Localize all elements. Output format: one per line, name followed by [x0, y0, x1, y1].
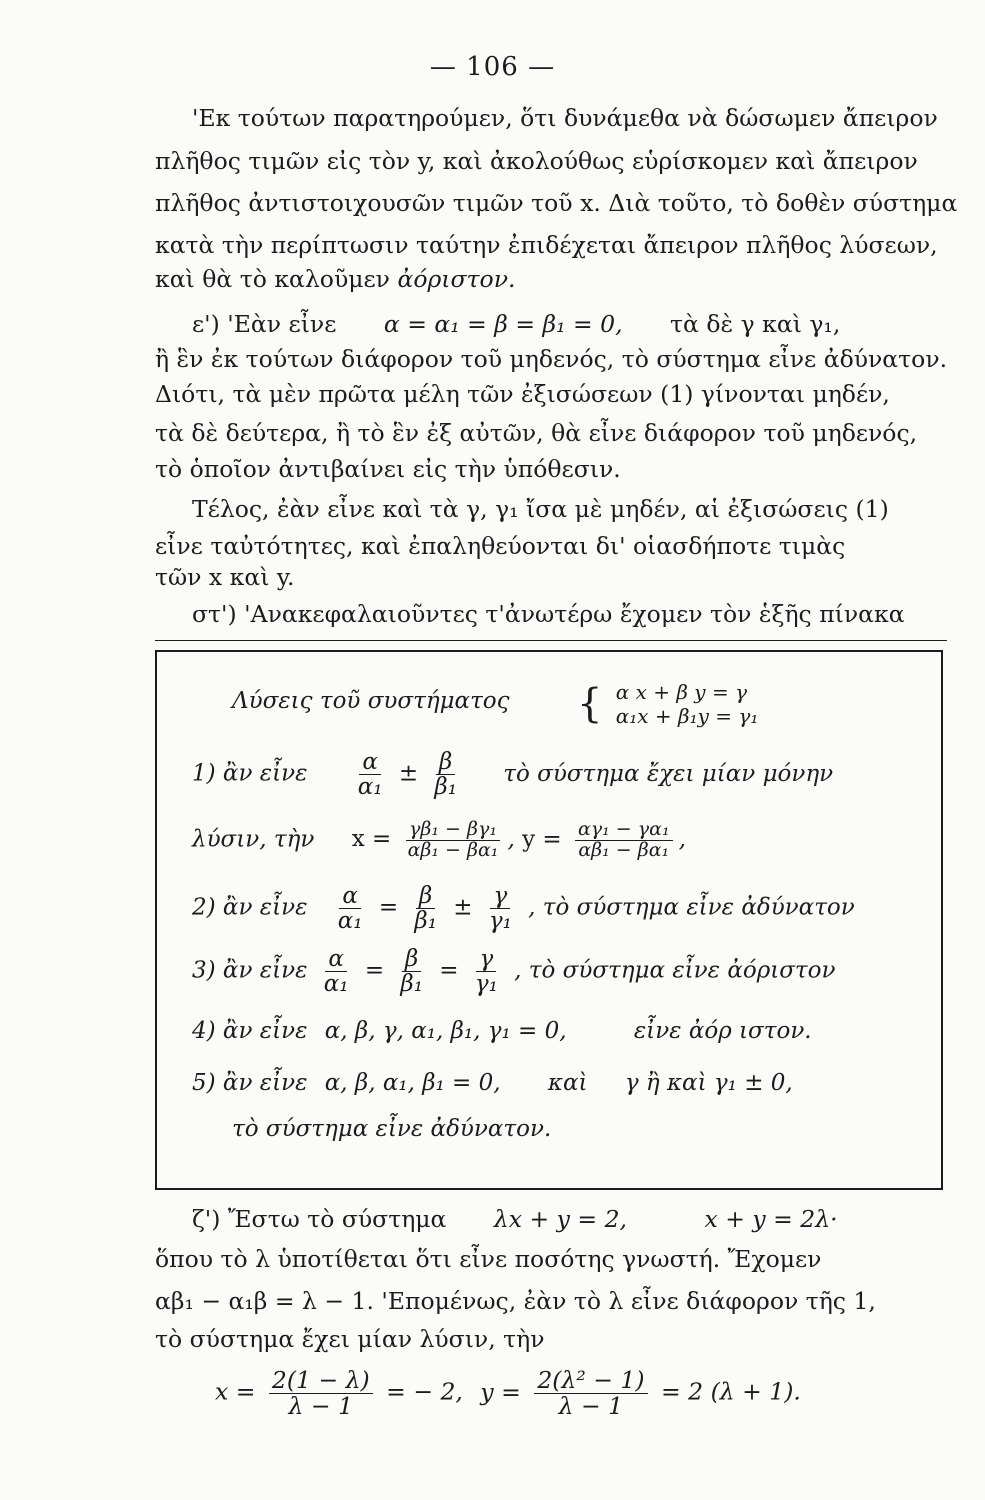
text-line: αβ₁ − α₁β = λ − 1. 'Επομένως, ἐὰν τὸ λ εἶνε διάφορον τῆς 1,: [155, 1287, 876, 1315]
system-eq-2: α₁x + β₁y = γ₁: [615, 704, 759, 728]
row-text: , τὸ σύστημα εἶνε ἀδύνατον: [528, 894, 855, 921]
row-label: 1) ἂν εἶνε: [192, 760, 308, 787]
x-label: x =: [215, 1377, 256, 1406]
divider: [155, 640, 947, 641]
numerator: α: [359, 750, 381, 775]
text-line: τὰ δὲ δεύτερα, ἢ τὸ ἓν ἐξ αὐτῶν, θὰ εἶνε διάφορον τοῦ μηδενός,: [155, 419, 918, 447]
case-z-label: ζ') Ἔστω τὸ σύστημα: [192, 1205, 447, 1233]
fraction: [335, 884, 366, 933]
fraction: [411, 884, 440, 933]
numerator: 2(1 − λ): [269, 1368, 373, 1394]
row-text: καὶ: [547, 1070, 588, 1096]
fraction: [321, 947, 352, 996]
fraction: [397, 947, 426, 996]
table-row-2: [192, 884, 855, 933]
numerator: β: [416, 884, 435, 909]
operator: ±: [453, 894, 473, 921]
case-e-condition: α = α₁ = β = β₁ = 0,: [383, 310, 623, 338]
text-line: ὅπου τὸ λ ὑποτίθεται ὅτι εἶνε ποσότης γνωστή. Ἔχομεν: [155, 1245, 822, 1273]
row-condition: α, β, γ, α₁, β₁, γ₁ = 0,: [324, 1018, 567, 1044]
denominator: α₁: [357, 774, 383, 801]
denominator: β₁: [414, 908, 437, 935]
text-line: [155, 265, 955, 293]
denominator: β₁: [400, 971, 423, 998]
row-condition: α, β, α₁, β₁ = 0,: [324, 1070, 501, 1096]
case-st-heading: στ') 'Ανακεφαλαιοῦντες τ'ἀνωτέρω ἔχομεν τὸν ἑξῆς πίνακα: [192, 600, 905, 628]
row-text: εἶνε ἀόρ ιστον.: [633, 1018, 812, 1044]
y-label: y =: [522, 826, 562, 853]
denominator: β₁: [434, 774, 457, 801]
case-e-label: ε') 'Εὰν εἶνε: [192, 310, 337, 338]
table-system: [577, 680, 758, 728]
table-row-5: [192, 1072, 793, 1095]
numerator: 2(λ² − 1): [534, 1368, 647, 1394]
text-fragment: καὶ θὰ τὸ καλοῦμεν: [155, 265, 390, 293]
text-line: 'Εκ τούτων παρατηρούμεν, ὅτι δυνάμεθα νὰ δώσωμεν ἄπειρον: [192, 104, 938, 132]
row-label: 4) ἂν εἶνε: [192, 1018, 308, 1044]
numerator: γ: [476, 947, 496, 972]
numerator: α: [325, 947, 347, 972]
table-row-1b: λύσιν, τὴν x = $\frac{\text{γβ₁ − βγ₁}}{\text{αβ₁ − βα₁}}$ , y = $\frac{\text{αγ₁ − γα₁}}{\text{αβ₁ − βα₁}}$ ,: [192, 818, 686, 861]
table-row-4: [192, 1020, 812, 1043]
text-line: τῶν x καὶ y.: [155, 563, 295, 591]
text-line: πλῆθος ἀντιστοιχουσῶν τιμῶν τοῦ x. Διὰ τοῦτο, τὸ δοθὲν σύστημα: [155, 189, 958, 217]
denominator: γ₁: [474, 971, 498, 998]
table-row-5b: τὸ σύστημα εἶνε ἀδύνατον.: [232, 1116, 552, 1142]
denominator: α₁: [323, 971, 349, 998]
operator: ±: [398, 760, 419, 787]
row-text: , τὸ σύστημα εἶνε ἀόριστον: [514, 957, 836, 984]
row-label: 3) ἂν εἶνε: [192, 957, 308, 984]
denominator: αβ₁ − βα₁: [578, 838, 670, 861]
brace-icon: {: [577, 681, 603, 727]
text-line: τὸ σύστημα ἔχει μίαν λύσιν, τὴν: [155, 1325, 545, 1353]
denominator: γ₁: [488, 908, 512, 935]
numerator: αγ₁ − γα₁: [575, 820, 673, 841]
denominator: λ − 1: [558, 1391, 624, 1420]
numerator: β: [402, 947, 421, 972]
equation: x + y = 2λ·: [704, 1205, 838, 1233]
text-line: ἢ ἓν ἐκ τούτων διάφορον τοῦ μηδενός, τὸ σύστημα εἶνε ἀδύνατον.: [155, 345, 948, 373]
equation: λx + y = 2,: [493, 1205, 628, 1233]
denominator: α₁: [337, 908, 363, 935]
text-line: Διότι, τὰ μὲν πρῶτα μέλη τῶν ἐξισώσεων (1) γίνονται μηδέν,: [155, 380, 890, 408]
case-e-heading: [192, 310, 985, 338]
page-number: — 106 —: [429, 52, 556, 82]
operator: =: [364, 957, 385, 984]
fraction: [575, 820, 673, 861]
equation: = − 2,: [386, 1377, 463, 1406]
text-line: τὸ ὁποῖον ἀντιβαίνει εἰς τὴν ὑπόθεσιν.: [155, 455, 621, 483]
term-aoriston: ἀόριστον.: [397, 265, 516, 293]
case-e-tail: τὰ δὲ γ καὶ γ₁,: [670, 310, 841, 338]
fraction: [431, 750, 460, 799]
denominator: λ − 1: [288, 1391, 354, 1420]
row-label: 5) ἂν εἶνε: [192, 1070, 308, 1096]
fraction: [486, 884, 515, 933]
operator: =: [439, 957, 459, 984]
system-equations: [616, 680, 759, 728]
text-line: πλῆθος τιμῶν εἰς τὸν y, καὶ ἀκολούθως εὑρίσκομεν καὶ ἄπειρον: [155, 147, 918, 175]
x-label: x =: [351, 826, 392, 853]
numerator: β: [436, 750, 455, 775]
fraction: [355, 750, 386, 799]
row-text: γ ἢ καὶ γ₁ ± 0,: [624, 1070, 793, 1096]
y-label: y =: [480, 1377, 521, 1406]
table-title: Λύσεις τοῦ συστήματος: [232, 688, 510, 714]
case-z-heading: [192, 1205, 985, 1233]
fraction: [472, 947, 501, 996]
fraction: [534, 1368, 647, 1418]
numerator: γβ₁ − βγ₁: [406, 820, 500, 841]
text-line: κατὰ τὴν περίπτωσιν ταύτην ἐπιδέχεται ἄπειρον πλῆθος λύσεων,: [155, 231, 938, 259]
fraction: [405, 820, 502, 861]
equation: = 2 (λ + 1).: [660, 1377, 801, 1406]
text-line: Τέλος, ἐὰν εἶνε καὶ τὰ γ, γ₁ ἴσα μὲ μηδέν, αἱ ἐξισώσεις (1): [192, 495, 889, 523]
operator: =: [378, 894, 399, 921]
row-label: λύσιν, τὴν: [192, 826, 315, 853]
row-text: τὸ σύστημα ἔχει μίαν μόνην: [503, 760, 834, 787]
numerator: γ: [490, 884, 510, 909]
text-line: εἶνε ταὐτότητες, καὶ ἐπαληθεύονται δι' οἱασδήποτε τιμὰς: [155, 532, 846, 560]
summary-table: [155, 650, 943, 1190]
system-eq-1: α x + β y = γ: [615, 680, 748, 704]
numerator: α: [339, 884, 361, 909]
table-row-1: [192, 750, 833, 799]
table-row-3: [192, 947, 836, 996]
denominator: αβ₁ − βα₁: [407, 838, 499, 861]
case-z-solution: [215, 1368, 985, 1418]
row-label: 2) ἂν εἶνε: [192, 894, 308, 921]
fraction: [269, 1368, 373, 1418]
